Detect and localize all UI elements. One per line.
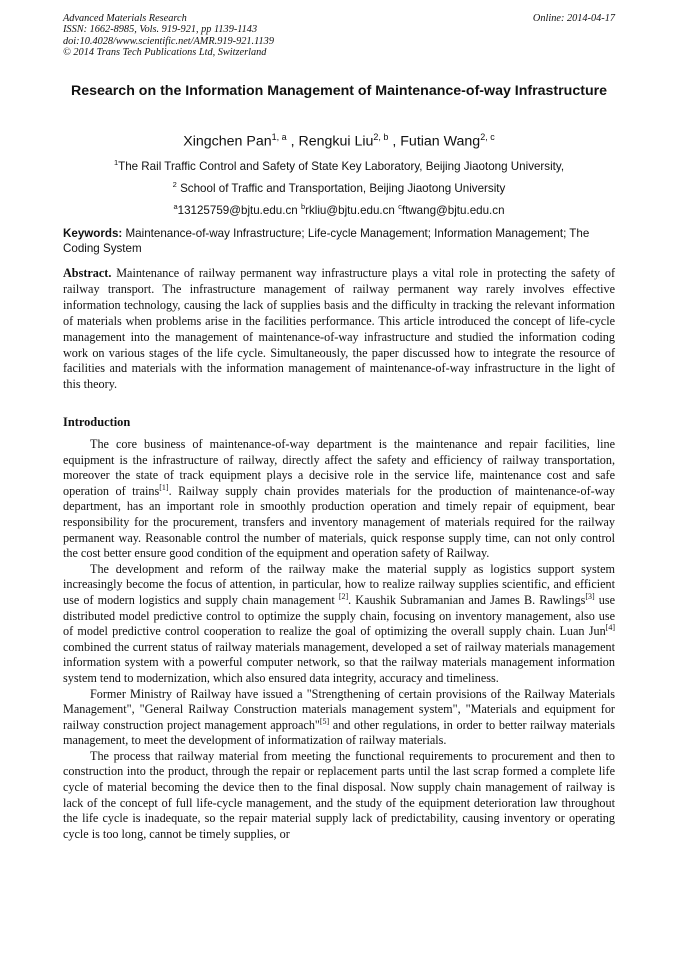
section-heading: Introduction xyxy=(63,415,131,429)
abstract xyxy=(63,266,615,393)
abstract-label: Abstract. xyxy=(63,266,112,280)
author-list: Xingchen Pan$^{1, a}$ , Rengkui Liu$^{2, b}$ , Futian Wang$^{2, c}$ xyxy=(183,132,495,150)
author-sup: 2, b xyxy=(373,132,389,142)
author-sup: 1, a xyxy=(271,132,287,142)
citation-ref[interactable]: [2] xyxy=(338,591,349,601)
affiliation-sup: 2 xyxy=(172,180,177,189)
affiliation-text: The Rail Traffic Control and Safety of State Key Laboratory, Beijing Jiaotong University, xyxy=(118,159,565,173)
journal-name: Advanced Materials Research xyxy=(63,13,187,24)
paper-title: Research on the Information Management of Maintenance-of-way Infrastructure xyxy=(70,83,608,99)
introduction-body xyxy=(63,437,615,842)
email-sup: c xyxy=(398,202,402,211)
paragraph: The development and reform of the railway make the material supply as logistics support system increasingly become the focus of attention, in particular, how to realize railway supplies scientific, and efficient use of modern logistics and supply chain management [2]. Kaushik Subramanian and James B. Rawlings[3] use distributed model predictive control to optimize the supply chain, focusing on inventory management, also use of model predictive control cooperation to realize the goal of optimizing the overall supply chain. Luan Jun[4] combined the current status of railway materials management, developed a set of railway materials management information system with a powerful computer network, so that the railway materials management information system tend to modernization, which also ensured data integrity, accuracy and timeliness. xyxy=(63,561,616,685)
issn-line: ISSN: 1662-8985, Vols. 919-921, pp 1139-1143 xyxy=(63,24,258,36)
affiliation-2 xyxy=(63,178,615,196)
affiliation-sup: 1 xyxy=(113,158,119,167)
citation-ref[interactable]: [4] xyxy=(605,623,615,633)
email-link[interactable]: rkliu@bjtu.edu.cn xyxy=(305,203,395,217)
journal-header xyxy=(63,13,615,58)
affiliation-1 xyxy=(63,156,615,174)
email-line xyxy=(63,200,615,218)
keywords xyxy=(63,226,615,256)
email-link[interactable]: 13125759@bjtu.edu.cn xyxy=(177,203,298,217)
author-sup: 2, c xyxy=(480,132,495,142)
email-sup: b xyxy=(300,202,306,211)
online-date: Online: 2014-04-17 xyxy=(532,13,615,24)
citation-ref[interactable]: [5] xyxy=(319,716,330,726)
keywords-label: Keywords: xyxy=(63,227,123,240)
paragraph: Former Ministry of Railway have issued a "Strengthening of certain provisions of the Railway Materials Management", "General Railway Construction materials management system", "Materials and equipment for railway construction project management approach"[5] and other regulations, in order to better railway materials management, to meet the development of informatization of railway materials. xyxy=(63,686,615,748)
citation-ref[interactable]: [1] xyxy=(159,482,169,492)
copyright-line: © 2014 Trans Tech Publications Ltd, Switzerland xyxy=(63,46,267,58)
author-name: Rengkui Liu xyxy=(298,133,374,150)
email-link[interactable]: ftwang@bjtu.edu.cn xyxy=(401,203,505,217)
doi-line: doi:10.4028/www.scientific.net/AMR.919-921.1139 xyxy=(63,35,274,47)
affiliation-text: School of Traffic and Transportation, Beijing Jiaotong University xyxy=(180,181,506,195)
author-name: Xingchen Pan xyxy=(183,133,272,150)
abstract-text: Maintenance of railway permanent way infrastructure plays a vital role in protecting the safety of railway transport. The infrastructure management of railway permanent way rarely involves effective information technology, causing the lack of supplies basis and the difficulty in tracking the relevant information of materials when problems arise in the facilities performance. This article introduced the concept of life-cycle management into the management of maintenance-of-way infrastructure and studied the information coding work on various stages of the life cycle. Simultaneously, the paper discussed how to integrate the resource of facilities and materials with the information management of maintenance-of-way infrastructure in the light of this theory. xyxy=(63,266,616,392)
citation-ref[interactable]: [3] xyxy=(585,591,595,601)
email-sup: a xyxy=(173,202,178,211)
paragraph: The core business of maintenance-of-way department is the maintenance and repair facilities, line equipment is the infrastructure of railway, directly affect the safety and efficiency of railway transportation, moreover the state of track equipment plays a decisive role in the service life, maintenance cost and safe operation of trains[1]. Railway supply chain provides materials for the production of maintenance-of-way department, has an important role in smoothly production operation and timely repair of equipment, bear responsibility for the procurement, transfers and inventory management of materials required for the railway permanent way. Reasonable control the number of materials, quick response supply time, can not only control the cost better ensure good condition of the equipment and operation safety of Railway. xyxy=(63,437,615,561)
author-name: Futian Wang xyxy=(400,133,481,150)
paragraph: The process that railway material from meeting the functional requirements to procurement and then to construction into the product, through the repair or replacement parts until the last scrap formed a complete life cycle of material becoming the device then to the final disposal. Now supply chain management of railway is lack of the concept of full life-cycle management, and the study of the equipment deterioration law throughout the life cycle is inadequate, so the repair material supply lack of predictability, causing inventory or operating cycle is too long, cannot be timely supplies, or xyxy=(63,748,615,841)
keywords-text: Maintenance-of-way Infrastructure; Life-cycle Management; Information Management; The Coding System xyxy=(63,227,590,256)
